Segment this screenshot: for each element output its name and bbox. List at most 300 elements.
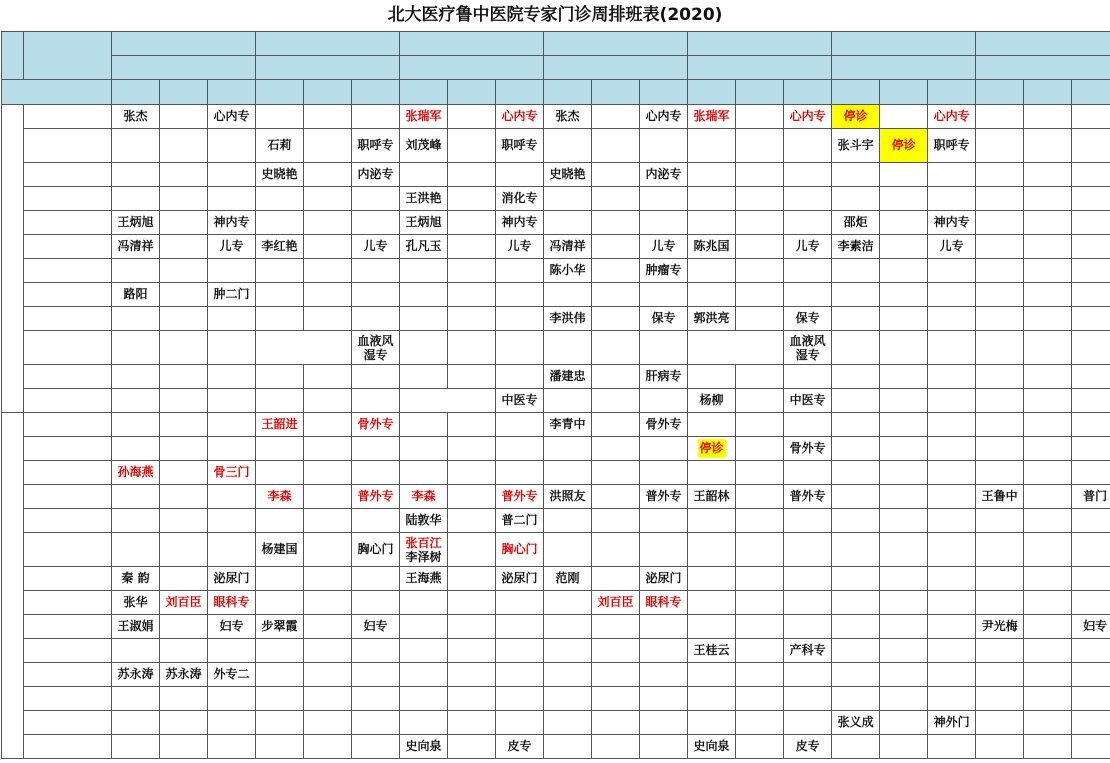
- doctor-name-am: [400, 163, 448, 187]
- clinic-room: [928, 331, 976, 365]
- clinic-room: [640, 283, 688, 307]
- clinic-room: 儿专: [496, 235, 544, 259]
- clinic-room: [928, 485, 976, 509]
- department-name: [24, 331, 112, 365]
- clinic-room: 骨外专: [352, 413, 400, 437]
- doctor-name-pm: [1024, 591, 1072, 615]
- doctor-name-am: 王炳旭: [400, 211, 448, 235]
- doctor-name-pm: [1024, 437, 1072, 461]
- clinic-room: [208, 187, 256, 211]
- doctor-name-am: 史向泉: [400, 735, 448, 759]
- clinic-room: 神外门: [928, 711, 976, 735]
- doctor-name-am: [976, 509, 1024, 533]
- system-label: [2, 413, 24, 759]
- doctor-name-am: [256, 687, 304, 711]
- clinic-room: [640, 711, 688, 735]
- doctor-name-am: [688, 591, 736, 615]
- doctor-name-pm: [880, 437, 928, 461]
- department-name: [24, 663, 112, 687]
- clinic-room: [640, 187, 688, 211]
- department-name: [24, 307, 112, 331]
- table-row: [2, 163, 1110, 187]
- doctor-name: [688, 331, 784, 365]
- doctor-name-am: [832, 283, 880, 307]
- doctor-name-am: [688, 615, 736, 639]
- doctor-name-pm: [160, 105, 208, 129]
- doctor-name-am: [832, 365, 880, 389]
- clinic-room: 妇专: [208, 615, 256, 639]
- clinic-room: [496, 307, 544, 331]
- clinic-room: 妇专: [352, 615, 400, 639]
- doctor-name-am: [688, 163, 736, 187]
- clinic-room: [208, 331, 256, 365]
- department-name: [24, 129, 112, 163]
- clinic-room: [352, 437, 400, 461]
- clinic-room: 普外专: [640, 485, 688, 509]
- doctor-name-pm: [448, 283, 496, 307]
- clinic-room: 儿专: [640, 235, 688, 259]
- doctor-name-am: [976, 307, 1024, 331]
- clinic-room: [1072, 663, 1110, 687]
- clinic-room: 普外专: [784, 485, 832, 509]
- doctor-name-pm: [160, 533, 208, 567]
- clinic-room: [784, 365, 832, 389]
- clinic-room: [1072, 283, 1110, 307]
- clinic-room: [208, 437, 256, 461]
- day-date: [400, 32, 544, 56]
- table-row: [2, 32, 1110, 56]
- doctor-name-am: [832, 533, 880, 567]
- slot-header: [1072, 80, 1110, 105]
- doctor-name-am: [976, 735, 1024, 759]
- doctor-name-pm: [880, 413, 928, 437]
- doctor-name-pm: [736, 461, 784, 485]
- clinic-room: [352, 283, 400, 307]
- clinic-room: [496, 163, 544, 187]
- doctor-name-am: 苏永涛: [112, 663, 160, 687]
- doctor-name-pm: [304, 129, 352, 163]
- clinic-room: [784, 283, 832, 307]
- table-row: [2, 413, 1110, 437]
- doctor-name-am: 杨柳: [688, 389, 736, 413]
- doctor-name-am: [544, 331, 592, 365]
- doctor-name-pm: [736, 533, 784, 567]
- doctor-name-am: [976, 533, 1024, 567]
- doctor-name-pm: [1024, 259, 1072, 283]
- clinic-room: 产科专: [784, 639, 832, 663]
- table-row: [2, 639, 1110, 663]
- clinic-room: [640, 211, 688, 235]
- table-row: [2, 533, 1110, 567]
- department-name: [24, 283, 112, 307]
- doctor-name-am: 步翠霞: [256, 615, 304, 639]
- clinic-room: [784, 615, 832, 639]
- doctor-name-pm: [448, 615, 496, 639]
- clinic-room: [928, 509, 976, 533]
- clinic-room: [928, 533, 976, 567]
- clinic-room: [1072, 461, 1110, 485]
- clinic-room: [640, 331, 688, 365]
- doctor-name-am: 石莉: [256, 129, 304, 163]
- doctor-name-pm: [880, 259, 928, 283]
- clinic-room: [640, 461, 688, 485]
- clinic-room: 普二门: [496, 509, 544, 533]
- doctor-name-pm: [304, 259, 352, 283]
- clinic-room: 血液风湿专: [352, 331, 400, 365]
- doctor-name-pm: [448, 105, 496, 129]
- day-date: [256, 32, 400, 56]
- doctor-name-pm: 苏永涛: [160, 663, 208, 687]
- doctor-name-am: [400, 283, 448, 307]
- clinic-room: [352, 187, 400, 211]
- doctor-name-am: [256, 567, 304, 591]
- doctor-name-pm: [160, 235, 208, 259]
- department-name: [24, 687, 112, 711]
- doctor-name-am: [256, 389, 304, 413]
- slot-header: [544, 80, 592, 105]
- department-name: [24, 509, 112, 533]
- doctor-name-am: 史向泉: [688, 735, 736, 759]
- clinic-room: [928, 307, 976, 331]
- session-header: [2, 80, 112, 105]
- doctor-name-pm: [1024, 735, 1072, 759]
- doctor-name-pm: [1024, 663, 1072, 687]
- doctor-name-am: [832, 413, 880, 437]
- doctor-name-am: [256, 735, 304, 759]
- doctor-name-am: [544, 533, 592, 567]
- doctor-name-pm: [880, 687, 928, 711]
- doctor-name-pm: [880, 735, 928, 759]
- clinic-room: 骨外专: [640, 413, 688, 437]
- clinic-room: [1072, 687, 1110, 711]
- doctor-name-pm: [736, 437, 784, 461]
- doctor-name-am: 王洪艳: [400, 187, 448, 211]
- clinic-room: 儿专: [208, 235, 256, 259]
- doctor-name-pm: [736, 129, 784, 163]
- doctor-name-pm: [592, 711, 640, 735]
- clinic-room: [496, 663, 544, 687]
- clinic-room: [928, 389, 976, 413]
- clinic-room: [1072, 711, 1110, 735]
- doctor-name-pm: [736, 735, 784, 759]
- doctor-name-pm: [304, 389, 352, 413]
- doctor-name-am: 洪照友: [544, 485, 592, 509]
- clinic-room: [208, 365, 256, 389]
- doctor-name-pm: [592, 437, 640, 461]
- doctor-name-pm: [160, 331, 208, 365]
- slot-header: [976, 80, 1024, 105]
- department-name: [24, 615, 112, 639]
- doctor-name-am: [400, 591, 448, 615]
- doctor-name-pm: [448, 331, 496, 365]
- doctor-name-am: [400, 615, 448, 639]
- doctor-name-am: 孔凡玉: [400, 235, 448, 259]
- doctor-name-am: 停诊: [832, 105, 880, 129]
- doctor-name-pm: [448, 509, 496, 533]
- doctor-name-am: [256, 639, 304, 663]
- clinic-room: [208, 259, 256, 283]
- clinic-room: [1072, 567, 1110, 591]
- table-row: [2, 56, 1110, 80]
- doctor-name-pm: [304, 461, 352, 485]
- doctor-name-pm: [448, 711, 496, 735]
- clinic-room: 心内专: [928, 105, 976, 129]
- doctor-name-pm: [448, 129, 496, 163]
- clinic-room: 外专二: [208, 663, 256, 687]
- doctor-name-am: [400, 461, 448, 485]
- doctor-name-am: 杨建国: [256, 533, 304, 567]
- clinic-room: 心内专: [208, 105, 256, 129]
- system-label: [2, 105, 24, 413]
- clinic-room: 内泌专: [352, 163, 400, 187]
- clinic-room: [928, 591, 976, 615]
- slot-header: [784, 80, 832, 105]
- doctor-name-am: [112, 187, 160, 211]
- day-weekday: [400, 56, 544, 80]
- doctor-name-am: [976, 235, 1024, 259]
- doctor-name-pm: [736, 413, 784, 437]
- clinic-room: [928, 187, 976, 211]
- table-row: [2, 235, 1110, 259]
- doctor-name-pm: [880, 163, 928, 187]
- doctor-name-am: 陈兆国: [688, 235, 736, 259]
- clinic-room: [352, 105, 400, 129]
- department-name: [24, 389, 112, 413]
- doctor-name-pm: [448, 259, 496, 283]
- doctor-name-am: [832, 615, 880, 639]
- doctor-name-pm: [160, 129, 208, 163]
- doctor-name-pm: [592, 365, 640, 389]
- clinic-room: [1072, 735, 1110, 759]
- doctor-name-am: 邵炬: [832, 211, 880, 235]
- doctor-name-pm: [880, 211, 928, 235]
- doctor-name-pm: [160, 365, 208, 389]
- clinic-room: 职呼专: [496, 129, 544, 163]
- doctor-name-pm: [448, 663, 496, 687]
- doctor-name-pm: [592, 509, 640, 533]
- clinic-room: 胸心门: [352, 533, 400, 567]
- table-row: [2, 80, 1110, 105]
- doctor-name-am: 王淑娟: [112, 615, 160, 639]
- doctor-name-pm: [304, 615, 352, 639]
- doctor-name-am: 李素洁: [832, 235, 880, 259]
- clinic-room: 神内专: [928, 211, 976, 235]
- day-weekday: [544, 56, 688, 80]
- doctor-name-pm: [160, 259, 208, 283]
- table-row: [2, 129, 1110, 163]
- clinic-room: [208, 509, 256, 533]
- doctor-name-am: [976, 711, 1024, 735]
- doctor-name-am: [976, 591, 1024, 615]
- doctor-name-pm: [448, 211, 496, 235]
- clinic-room: 泌尿门: [640, 567, 688, 591]
- doctor-name-am: [112, 389, 160, 413]
- doctor-name-am: 潘建忠: [544, 365, 592, 389]
- doctor-name-pm: [880, 283, 928, 307]
- doctor-name-pm: [304, 283, 352, 307]
- clinic-room: 保专: [784, 307, 832, 331]
- doctor-name-am: 王鲁中: [976, 485, 1024, 509]
- doctor-name-am: [256, 663, 304, 687]
- doctor-name-pm: [1024, 211, 1072, 235]
- doctor-name-pm: [1024, 365, 1072, 389]
- clinic-room: [784, 129, 832, 163]
- doctor-name-pm: [304, 663, 352, 687]
- doctor-name-am: [976, 639, 1024, 663]
- clinic-room: [928, 437, 976, 461]
- clinic-room: [1072, 307, 1110, 331]
- doctor-name-pm: [1024, 307, 1072, 331]
- clinic-room: [1072, 211, 1110, 235]
- clinic-room: [1072, 259, 1110, 283]
- doctor-name-am: [400, 639, 448, 663]
- clinic-room: [1072, 365, 1110, 389]
- doctor-name-pm: [160, 283, 208, 307]
- doctor-name-pm: [880, 533, 928, 567]
- doctor-name-am: 张斗宇: [832, 129, 880, 163]
- doctor-name-pm: [448, 437, 496, 461]
- doctor-name-pm: [736, 567, 784, 591]
- clinic-room: [208, 163, 256, 187]
- clinic-room: [928, 567, 976, 591]
- doctor-name-am: [400, 413, 448, 437]
- doctor-name-am: [832, 307, 880, 331]
- doctor-name-am: [832, 389, 880, 413]
- clinic-room: 儿专: [352, 235, 400, 259]
- doctor-name-am: 张义成: [832, 711, 880, 735]
- doctor-name-am: [256, 283, 304, 307]
- doctor-name-pm: [592, 485, 640, 509]
- doctor-name-pm: [160, 307, 208, 331]
- clinic-room: [352, 509, 400, 533]
- clinic-room: [784, 567, 832, 591]
- clinic-room: [1072, 105, 1110, 129]
- doctor-name-am: 郭洪亮: [688, 307, 736, 331]
- doctor-name-pm: [304, 485, 352, 509]
- doctor-name-am: 李森: [256, 485, 304, 509]
- clinic-room: [640, 129, 688, 163]
- doctor-name-pm: [880, 485, 928, 509]
- department-name: [24, 163, 112, 187]
- clinic-room: [352, 663, 400, 687]
- clinic-room: [928, 365, 976, 389]
- table-row: [2, 687, 1110, 711]
- doctor-name-am: [832, 591, 880, 615]
- doctor-name-pm: [736, 711, 784, 735]
- doctor-name-pm: [736, 235, 784, 259]
- doctor-name-am: 张华: [112, 591, 160, 615]
- doctor-name-pm: [160, 615, 208, 639]
- clinic-room: [352, 711, 400, 735]
- doctor-name-am: [256, 307, 304, 331]
- doctor-name-am: [544, 663, 592, 687]
- slot-header: [496, 80, 544, 105]
- doctor-name-pm: [1024, 485, 1072, 509]
- clinic-room: 肿瘤专: [640, 259, 688, 283]
- doctor-name-am: [688, 129, 736, 163]
- clinic-room: [352, 461, 400, 485]
- clinic-room: 胸心门: [496, 533, 544, 567]
- doctor-name-am: 张杰: [112, 105, 160, 129]
- clinic-room: [784, 533, 832, 567]
- doctor-name-am: [256, 711, 304, 735]
- doctor-name-am: [976, 687, 1024, 711]
- doctor-name-pm: [880, 567, 928, 591]
- doctor-name-pm: [592, 639, 640, 663]
- doctor-name-am: [400, 307, 448, 331]
- clinic-room: 中医专: [496, 389, 544, 413]
- doctor-name-pm: [736, 615, 784, 639]
- doctor-name-pm: [304, 307, 352, 331]
- doctor-name-pm: [304, 509, 352, 533]
- table-row: [2, 591, 1110, 615]
- doctor-name-am: [688, 567, 736, 591]
- doctor-name-am: [544, 591, 592, 615]
- doctor-name-am: [832, 639, 880, 663]
- doctor-name-am: [976, 461, 1024, 485]
- clinic-room: 妇专: [1072, 615, 1110, 639]
- doctor-name-pm: [1024, 235, 1072, 259]
- doctor-name-am: [112, 413, 160, 437]
- doctor-name-pm: [592, 567, 640, 591]
- department-name: [24, 533, 112, 567]
- day-weekday: [256, 56, 400, 80]
- day-weekday: [832, 56, 976, 80]
- doctor-name-am: [976, 163, 1024, 187]
- doctor-name-pm: [880, 461, 928, 485]
- clinic-room: [352, 687, 400, 711]
- doctor-name-am: [400, 365, 448, 389]
- clinic-room: [640, 533, 688, 567]
- doctor-name-am: 王韶林: [688, 485, 736, 509]
- doctor-name-am: [832, 187, 880, 211]
- page-title: 北大医疗鲁中医院专家门诊周排班表(2020): [387, 5, 723, 25]
- clinic-room: 普外专: [496, 485, 544, 509]
- doctor-name-pm: [592, 129, 640, 163]
- department-name: [24, 365, 112, 389]
- department-name: [24, 413, 112, 437]
- doctor-name-am: [400, 687, 448, 711]
- day-date: [976, 32, 1110, 56]
- doctor-name-pm: [448, 187, 496, 211]
- clinic-room: [496, 711, 544, 735]
- doctor-name-pm: [736, 389, 784, 413]
- doctor-name-pm: [880, 389, 928, 413]
- doctor-name-am: [400, 331, 448, 365]
- clinic-room: 职呼专: [928, 129, 976, 163]
- clinic-room: [208, 389, 256, 413]
- clinic-room: [928, 735, 976, 759]
- doctor-name: [400, 389, 496, 413]
- doctor-name-am: [976, 437, 1024, 461]
- doctor-name-pm: [736, 105, 784, 129]
- table-row: [2, 711, 1110, 735]
- clinic-room: [1072, 187, 1110, 211]
- doctor-name-pm: [880, 187, 928, 211]
- clinic-room: 肝病专: [640, 365, 688, 389]
- doctor-name-am: [112, 509, 160, 533]
- doctor-name-pm: [592, 187, 640, 211]
- doctor-name-pm: [880, 105, 928, 129]
- slot-header: [160, 80, 208, 105]
- doctor-name-am: [832, 687, 880, 711]
- table-row: [2, 259, 1110, 283]
- doctor-name-am: 张瑞军: [688, 105, 736, 129]
- doctor-name-pm: [592, 211, 640, 235]
- doctor-name-am: [832, 259, 880, 283]
- doctor-name-am: [976, 259, 1024, 283]
- clinic-room: [352, 211, 400, 235]
